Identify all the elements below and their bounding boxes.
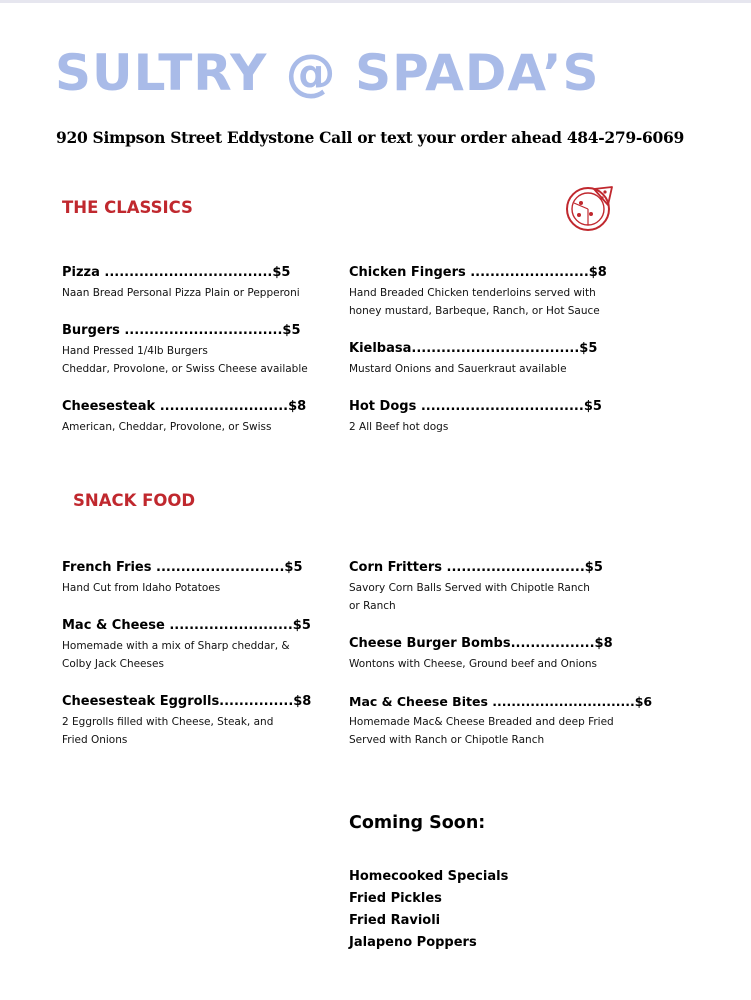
item-name: Corn Fritters ............................$5	[349, 560, 603, 575]
menu-item-chicken-fingers	[349, 264, 609, 320]
coming-soon-item: Jalapeno Poppers	[349, 935, 477, 950]
item-description: 2 Eggrolls filled with Cheese, Steak, and Fried Onions	[62, 716, 274, 746]
item-name: Mac & Cheese .........................$5	[62, 618, 311, 633]
item-description: American, Cheddar, Provolone, or Swiss	[62, 421, 272, 433]
item-description: Hand Pressed 1/4lb Burgers Cheddar, Provolone, or Swiss Cheese available	[62, 345, 308, 375]
item-description: 2 All Beef hot dogs	[349, 421, 449, 433]
item-name: Pizza ..................................$5	[62, 265, 291, 280]
item-description: Hand Breaded Chicken tenderloins served with honey mustard, Barbeque, Ranch, or Hot Sauce	[349, 287, 600, 317]
menu-item-cheesesteak	[62, 398, 322, 436]
menu-item-kielbasa	[349, 340, 609, 378]
menu-item-pizza	[62, 264, 322, 302]
menu-item-mac-and-cheese	[62, 617, 322, 673]
coming-soon-item: Homecooked Specials	[349, 869, 509, 884]
coming-soon-item: Fried Pickles	[349, 891, 442, 906]
menu-item-hot-dogs	[349, 398, 609, 436]
item-name: Kielbasa..................................$5	[349, 341, 598, 356]
top-border	[0, 0, 751, 3]
menu-item-mac-and-cheese-bites	[349, 693, 653, 749]
item-description: Homemade with a mix of Sharp cheddar, & Colby Jack Cheeses	[62, 640, 290, 670]
coming-soon-list	[349, 866, 508, 954]
menu-item-cheese-burger-bombs	[349, 635, 613, 673]
menu-item-corn-fritters	[349, 559, 609, 615]
pizza-slice-icon	[564, 183, 616, 233]
item-description: Homemade Mac& Cheese Breaded and deep Fried Served with Ranch or Chipotle Ranch	[349, 716, 614, 746]
menu-item-burgers	[62, 322, 322, 378]
item-name: Cheesesteak ..........................$8	[62, 399, 307, 414]
address-line: 920 Simpson Street Eddystone Call or text your order ahead 484-279-6069	[56, 128, 684, 147]
item-description: Wontons with Cheese, Ground beef and Onions	[349, 658, 598, 670]
item-name: French Fries ..........................$5	[62, 560, 303, 575]
item-description: Hand Cut from Idaho Potatoes	[62, 582, 221, 594]
item-name: Mac & Cheese Bites ..............................$6	[349, 694, 653, 709]
item-description: Naan Bread Personal Pizza Plain or Pepperoni	[62, 287, 300, 299]
menu-title: SULTRY @ SPADA’S	[55, 44, 600, 102]
item-name: Chicken Fingers ........................$8	[349, 265, 607, 280]
coming-soon-item: Fried Ravioli	[349, 913, 441, 928]
section-heading-classics: THE CLASSICS	[62, 198, 193, 217]
coming-soon-heading: Coming Soon:	[349, 813, 486, 833]
section-heading-snack-food: SNACK FOOD	[73, 491, 196, 510]
menu-item-cheesesteak-eggrolls	[62, 693, 322, 749]
item-description: Mustard Onions and Sauerkraut available	[349, 363, 567, 375]
item-name: Cheesesteak Eggrolls...............$8	[62, 694, 312, 709]
item-name: Cheese Burger Bombs.................$8	[349, 636, 613, 651]
item-description: Savory Corn Balls Served with Chipotle Ranch or Ranch	[349, 582, 590, 612]
menu-item-french-fries	[62, 559, 322, 597]
item-name: Burgers ................................$5	[62, 323, 301, 338]
item-name: Hot Dogs .................................$5	[349, 399, 602, 414]
